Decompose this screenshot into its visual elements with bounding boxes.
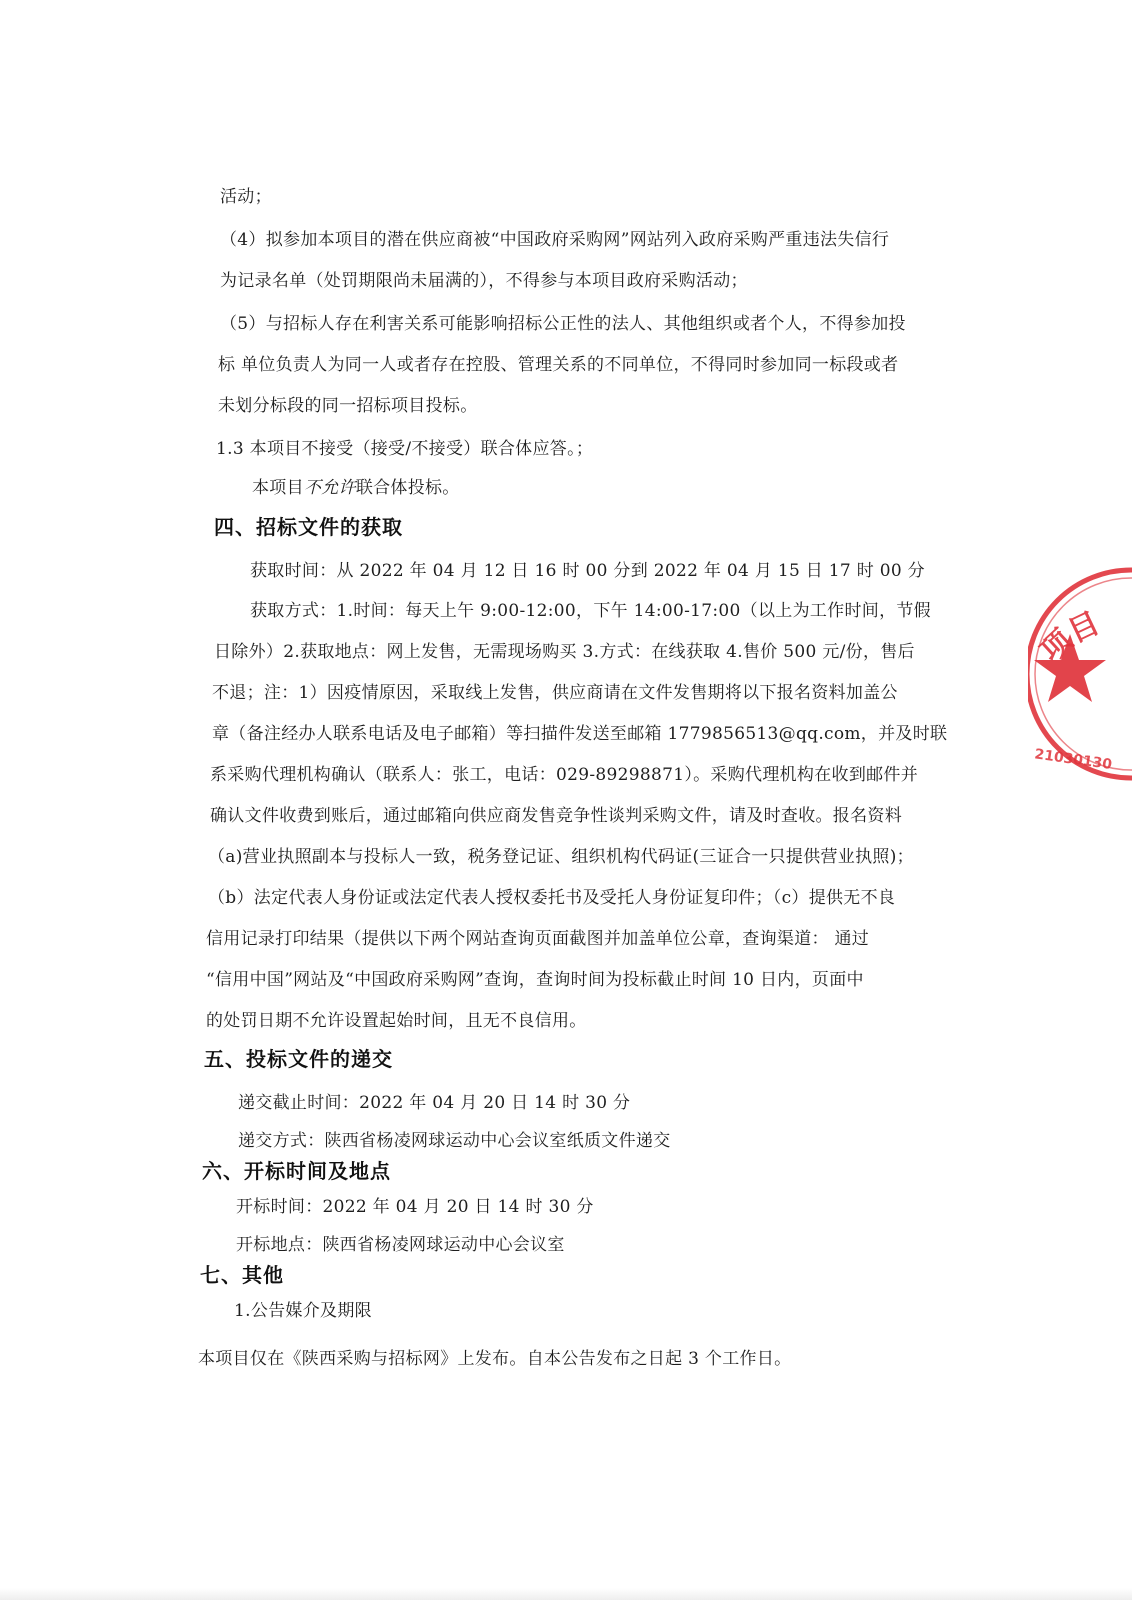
section-heading: 六、开标时间及地点 <box>202 1159 391 1183</box>
paragraph-line: （b）法定代表人身份证或法定代表人授权委托书及受托人身份证复印件；（c）提供无不良 <box>208 888 896 908</box>
paragraph-line: 1.3 本项目不接受（接受/不接受）联合体应答。； <box>216 439 594 459</box>
paragraph-line: 标 单位负责人为同一人或者存在控股、管理关系的不同单位，不得同时参加同一标段或者 <box>218 355 899 375</box>
paragraph-line: 为记录名单（处罚期限尚未届满的），不得参与本项目政府采购活动； <box>220 271 748 291</box>
paragraph-line: “信用中国”网站及“中国政府采购网”查询，查询时间为投标截止时间 10 日内，页面中 <box>206 970 864 990</box>
paragraph-line: 活动； <box>220 187 272 207</box>
paragraph-line: 递交截止时间：2022 年 04 月 20 日 14 时 30 分 <box>238 1093 631 1113</box>
section-heading: 五、投标文件的递交 <box>204 1047 393 1071</box>
paragraph-line: （a)营业执照副本与投标人一致，税务登记证、组织机构代码证(三证合一只提供营业执照)； <box>208 847 914 867</box>
text-span: 联合体投标。 <box>355 478 460 498</box>
official-seal <box>1028 556 1132 786</box>
section-heading: 七、其他 <box>200 1263 284 1287</box>
paragraph-line: 日除外）2.获取地点：网上发售，无需现场购买 3.方式：在线获取 4.售价 500 元/份，售后 <box>214 642 915 662</box>
paragraph-line: 1.公告媒介及期限 <box>234 1301 372 1321</box>
paragraph-line: 确认文件收费到账后，通过邮箱向供应商发售竞争性谈判采购文件，请及时查收。报名资料 <box>210 806 902 826</box>
paragraph-line: 递交方式：陕西省杨凌网球运动中心会议室纸质文件递交 <box>238 1131 671 1151</box>
paragraph-line: 获取时间：从 2022 年 04 月 12 日 16 时 00 分到 2022 年 04 月 15 日 17 时 00 分 <box>250 561 925 581</box>
paragraph-line: 未划分标段的同一招标项目投标。 <box>218 396 478 416</box>
paragraph-line: 本项目仅在《陕西采购与招标网》上发布。自本公告发布之日起 3 个工作日。 <box>198 1349 792 1369</box>
paragraph-line: （4）拟参加本项目的潜在供应商被“中国政府采购网”网站列入政府采购严重违法失信行 <box>220 230 890 250</box>
paragraph-line <box>252 477 460 499</box>
page-bottom-edge <box>0 1588 1132 1600</box>
paragraph-line: 信用记录打印结果（提供以下两个网站查询页面截图并加盖单位公章，查询渠道： 通过 <box>206 929 870 949</box>
paragraph-line: 获取方式：1.时间：每天上午 9:00-12:00，下午 14:00-17:00（以上为工作时间，节假 <box>250 601 931 621</box>
text-span: 本项目 <box>252 478 304 498</box>
seal-number: 21030130 <box>1033 746 1113 774</box>
paragraph-line: 系采购代理机构确认（联系人：张工，电话：029-89298871）。采购代理机构在收到邮件并 <box>210 765 919 785</box>
paragraph-line: 不退；注：1）因疫情原因，采取线上发售，供应商请在文件发售期将以下报名资料加盖公 <box>212 683 898 703</box>
paragraph-line: 开标时间：2022 年 04 月 20 日 14 时 30 分 <box>236 1197 594 1217</box>
paragraph-line: 开标地点：陕西省杨凌网球运动中心会议室 <box>236 1235 565 1255</box>
seal-top-text: 项目 <box>1033 605 1106 670</box>
paragraph-line: 章（备注经办人联系电话及电子邮箱）等扫描件发送至邮箱 1779856513@qq.com，并及时联 <box>212 724 948 744</box>
paragraph-line: 的处罚日期不允许设置起始时间，且无不良信用。 <box>206 1011 587 1031</box>
emphasis-text: 不允许 <box>303 478 356 498</box>
paragraph-line: （5）与招标人存在利害关系可能影响招标公正性的法人、其他组织或者个人，不得参加投 <box>220 314 906 334</box>
section-heading: 四、招标文件的获取 <box>214 515 403 539</box>
seal-graphic <box>1028 556 1132 786</box>
